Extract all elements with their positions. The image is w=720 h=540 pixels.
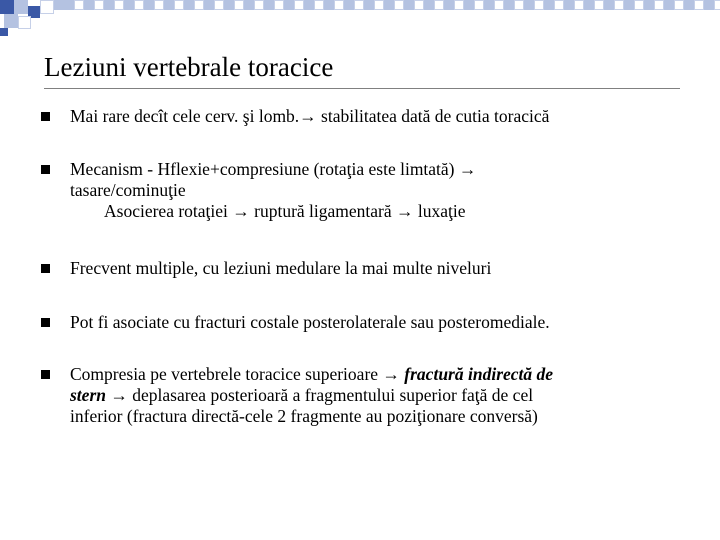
checker-square xyxy=(544,0,554,10)
bullet-marker xyxy=(41,112,50,121)
bullet-marker xyxy=(41,165,50,174)
bullet-text: Pot fi asociate cu fracturi costale posterolaterale sau posteromediale. xyxy=(70,312,550,332)
page-title: Leziuni vertebrale toracice xyxy=(44,52,334,82)
checker-square xyxy=(104,0,114,10)
checker-square xyxy=(714,0,720,10)
emphasis-text: fractură indirectă de xyxy=(404,364,554,384)
checker-square xyxy=(224,0,234,10)
checker-square xyxy=(694,0,704,10)
checker-square xyxy=(634,0,644,10)
deco-square-light xyxy=(54,0,64,10)
checker-square xyxy=(624,0,634,10)
checker-square xyxy=(334,0,344,10)
checker-square xyxy=(404,0,414,10)
checker-square xyxy=(204,0,214,10)
header-decoration xyxy=(0,0,720,40)
checker-square xyxy=(64,0,74,10)
bullet-item xyxy=(70,258,690,279)
deco-square-blue xyxy=(0,0,14,14)
checker-square xyxy=(564,0,574,10)
checker-square xyxy=(74,0,84,10)
bullet-text: Frecvent multiple, cu leziuni medulare la mai multe niveluri xyxy=(70,258,492,278)
emphasis-text: stern xyxy=(70,385,106,405)
checker-square xyxy=(284,0,294,10)
bullet-text: Compresia pe vertebrele toracice superioare → xyxy=(70,364,405,384)
checker-square xyxy=(484,0,494,10)
checker-square xyxy=(454,0,464,10)
checker-square xyxy=(684,0,694,10)
bullet-item xyxy=(70,364,690,427)
title-divider xyxy=(44,88,680,89)
checker-square xyxy=(534,0,544,10)
checker-square xyxy=(674,0,684,10)
checker-square xyxy=(504,0,514,10)
checker-square xyxy=(254,0,264,10)
bullet-text: Mai rare decît cele cerv. şi lomb.→ stabilitatea dată de cutia toracică xyxy=(70,106,550,126)
checker-square xyxy=(524,0,534,10)
checker-square xyxy=(184,0,194,10)
checker-square xyxy=(114,0,124,10)
checker-square xyxy=(194,0,204,10)
checker-square xyxy=(164,0,174,10)
checker-square xyxy=(374,0,384,10)
checker-square xyxy=(394,0,404,10)
bullet-item xyxy=(70,106,690,127)
checker-square xyxy=(444,0,454,10)
bullet-line xyxy=(70,385,690,406)
checker-square xyxy=(144,0,154,10)
checker-square xyxy=(604,0,614,10)
checker-square xyxy=(304,0,314,10)
checker-square xyxy=(434,0,444,10)
bullet-subtext: Asocierea rotaţiei → ruptură ligamentară → luxaţie xyxy=(104,201,466,221)
checker-square xyxy=(214,0,224,10)
bullet-marker xyxy=(41,264,50,273)
checker-square xyxy=(294,0,304,10)
checker-square xyxy=(314,0,324,10)
deco-square-light xyxy=(4,14,18,28)
bullet-marker xyxy=(41,318,50,327)
checker-square xyxy=(424,0,434,10)
checker-square xyxy=(384,0,394,10)
checker-square xyxy=(474,0,484,10)
checker-square xyxy=(574,0,584,10)
checker-square xyxy=(654,0,664,10)
checker-square xyxy=(494,0,504,10)
checker-row xyxy=(64,0,720,10)
checker-square xyxy=(594,0,604,10)
checker-square xyxy=(584,0,594,10)
bullet-line xyxy=(70,364,690,385)
checker-square xyxy=(134,0,144,10)
checker-square xyxy=(244,0,254,10)
checker-square xyxy=(664,0,674,10)
checker-square xyxy=(154,0,164,10)
checker-square xyxy=(264,0,274,10)
bullet-text: inferior (fractura directă-cele 2 fragmente au poziţionare conversă) xyxy=(70,406,538,426)
bullet-marker xyxy=(41,370,50,379)
checker-square xyxy=(354,0,364,10)
checker-square xyxy=(414,0,424,10)
bullet-text: tasare/cominuţie xyxy=(70,180,186,200)
bullet-item xyxy=(70,312,690,333)
checker-square xyxy=(464,0,474,10)
checker-square xyxy=(644,0,654,10)
checker-square xyxy=(84,0,94,10)
checker-square xyxy=(174,0,184,10)
bullet-text: Mecanism - Hflexie+compresiune (rotaţia este limtată) → xyxy=(70,159,477,179)
checker-square xyxy=(94,0,104,10)
checker-square xyxy=(614,0,624,10)
bullet-item xyxy=(70,159,690,222)
checker-square xyxy=(124,0,134,10)
deco-square-blue xyxy=(0,28,8,36)
checker-square xyxy=(704,0,714,10)
deco-square-white xyxy=(40,0,54,14)
deco-square-white xyxy=(18,16,31,29)
checker-square xyxy=(234,0,244,10)
checker-square xyxy=(514,0,524,10)
checker-square xyxy=(274,0,284,10)
checker-square xyxy=(554,0,564,10)
checker-square xyxy=(344,0,354,10)
checker-square xyxy=(324,0,334,10)
bullet-text: → deplasarea posterioară a fragmentului superior faţă de cel xyxy=(105,385,534,405)
checker-square xyxy=(364,0,374,10)
deco-square-light xyxy=(14,0,28,14)
